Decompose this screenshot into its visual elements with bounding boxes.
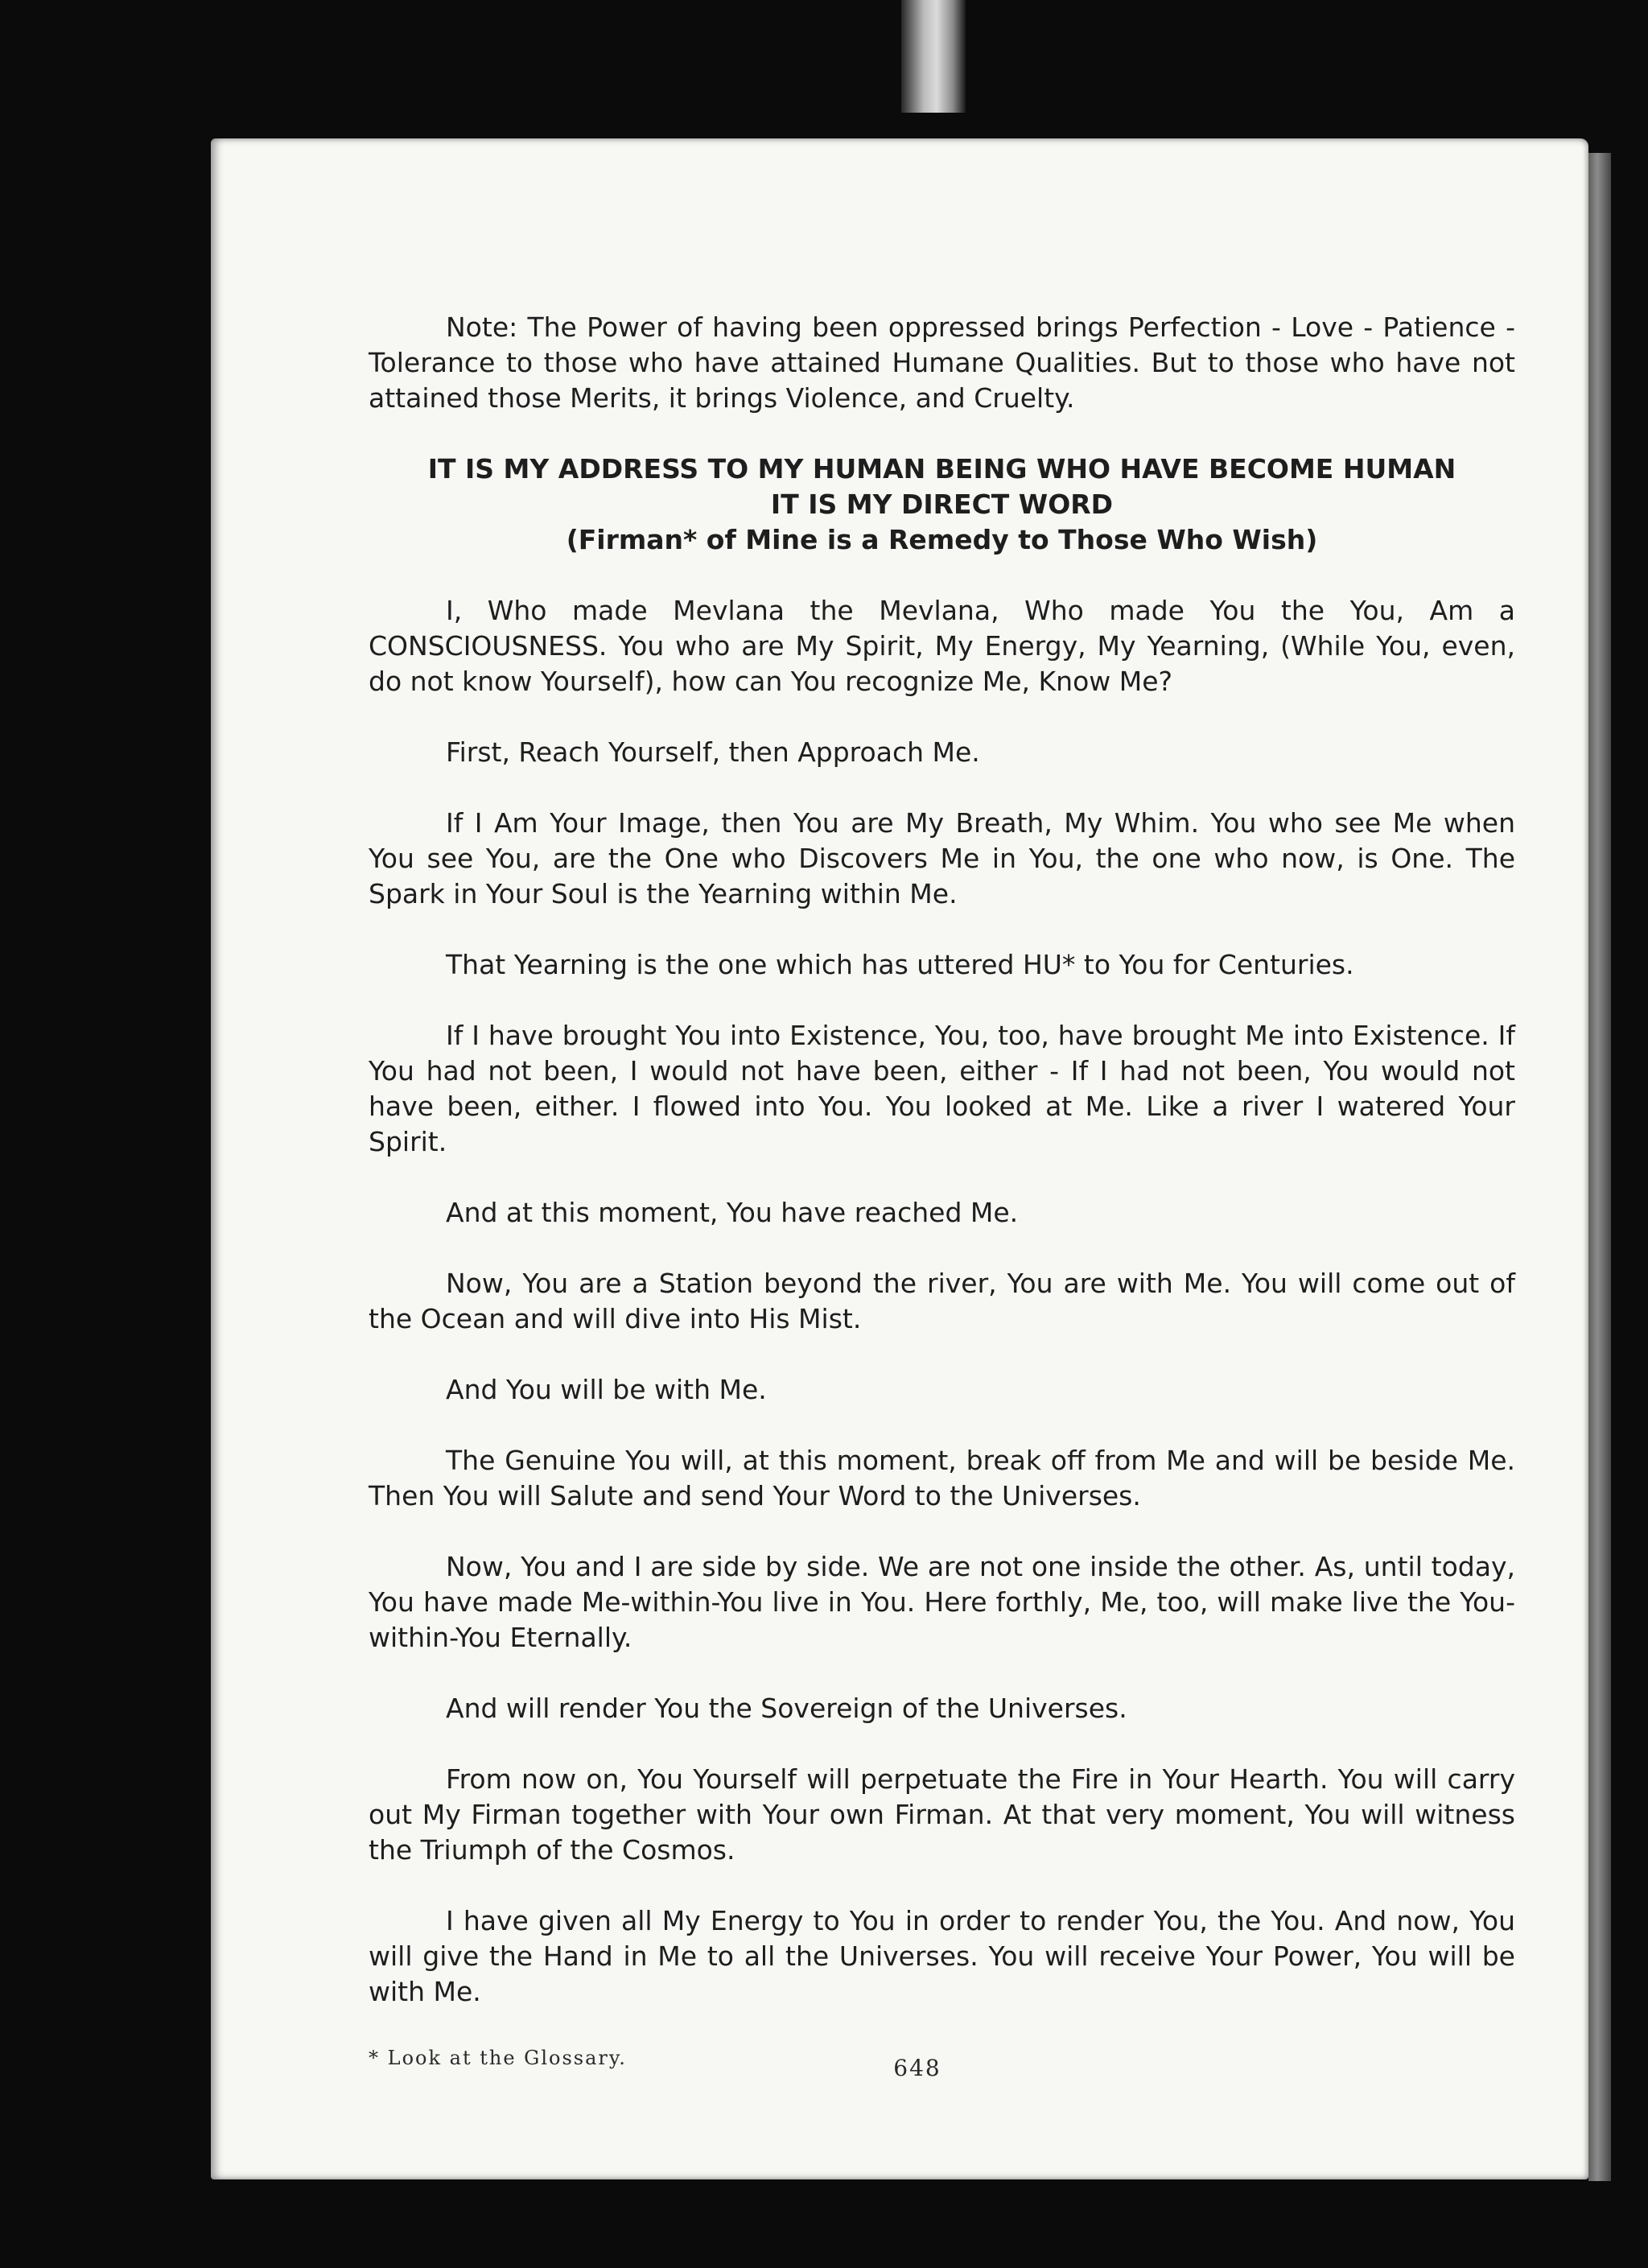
- page-number: 648: [893, 2055, 941, 2081]
- page-text: [369, 310, 1515, 2076]
- paragraph-10: Now, You and I are side by side. We are not one inside the other. As, until today, You have made Me-within-You live in You. Here forthly, Me, too, will make live the You-within-You Eternally.: [369, 1551, 1515, 1653]
- heading-line-3: (Firman* of Mine is a Remedy to Those Who Wish): [566, 524, 1318, 555]
- paragraph-1: I, Who made Mevlana the Mevlana, Who made You the You, Am a CONSCIOUSNESS. You who are My Spirit, My Energy, My Yearning, (While You, even, do not know Yourself), how can You recognize Me, Know Me?: [369, 595, 1515, 697]
- heading-line-2: IT IS MY DIRECT WORD: [770, 489, 1114, 520]
- paragraph-4: That Yearning is the one which has uttered HU* to You for Centuries.: [446, 949, 1354, 980]
- paragraph-9: The Genuine You will, at this moment, break off from Me and will be beside Me. Then You will Salute and send Your Word to the Universes.: [369, 1445, 1515, 1511]
- paragraph-2: First, Reach Yourself, then Approach Me.: [446, 736, 980, 768]
- section-heading: [369, 452, 1515, 558]
- paragraph-12: From now on, You Yourself will perpetuate the Fire in Your Hearth. You will carry out My Firman together with Your own Firman. At that very moment, You will witness the Triumph of the Cosmos.: [369, 1763, 1515, 1866]
- note-paragraph: Note: The Power of having been oppressed brings Perfection - Love - Patience - Tolerance to those who have attained Humane Qualities. But to those who have not attained those Merits, it brings Violence, and Cruelty.: [369, 311, 1515, 414]
- paragraph-3: If I Am Your Image, then You are My Breath, My Whim. You who see Me when You see You, are the One who Discovers Me in You, the one who now, is One. The Spark in Your Soul is the Yearning within Me.: [369, 807, 1515, 909]
- binding-glare: [901, 0, 966, 113]
- heading-line-1: IT IS MY ADDRESS TO MY HUMAN BEING WHO HAVE BECOME HUMAN: [427, 453, 1456, 485]
- paragraph-6: And at this moment, You have reached Me.: [446, 1197, 1019, 1228]
- paragraph-13: I have given all My Energy to You in order to render You, the You. And now, You will give the Hand in Me to all the Universes. You will receive Your Power, You will be with Me.: [369, 1905, 1515, 2007]
- paragraph-5: If I have brought You into Existence, You, too, have brought Me into Existence. If You had not been, I would not have been, either - If I had not been, You would not have been, either. I flowed into You. You looked at Me. Like a river I watered Your Spirit.: [369, 1020, 1515, 1157]
- paragraph-7: Now, You are a Station beyond the river, You are with Me. You will come out of the Ocean and will dive into His Mist.: [369, 1268, 1515, 1334]
- paragraph-11: And will render You the Sovereign of the Universes.: [446, 1693, 1127, 1724]
- paragraph-8: And You will be with Me.: [446, 1374, 767, 1405]
- footnote: * Look at the Glossary.: [369, 2047, 627, 2069]
- page-edge-shadow: [1588, 153, 1611, 2181]
